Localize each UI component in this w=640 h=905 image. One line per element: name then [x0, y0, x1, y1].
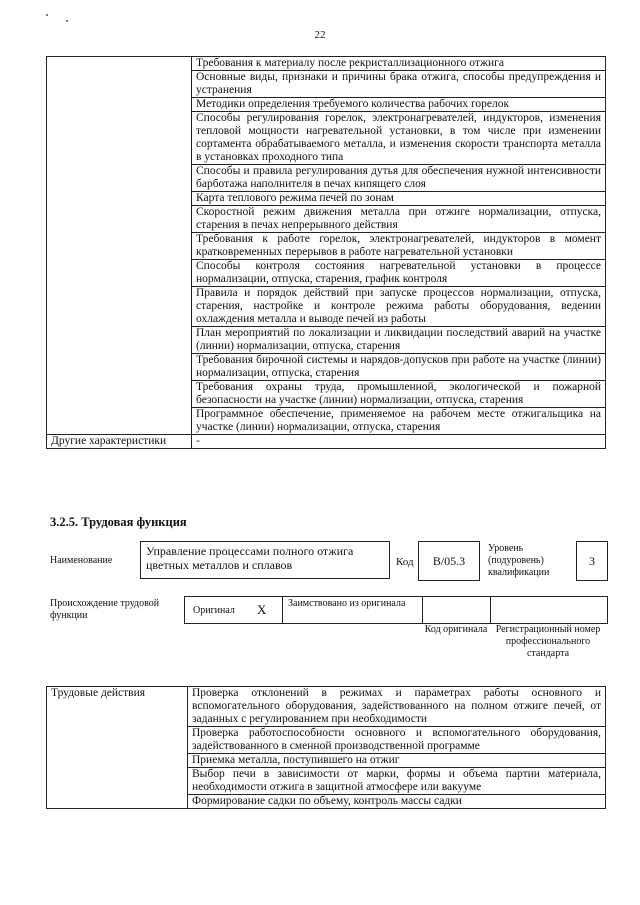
requirement-cell: План мероприятий по локализации и ликвидации последствий аварий на участке (линии) нормализации, отпуска, старения — [192, 327, 606, 354]
level-label: Уровень (подуровень) квалификации — [488, 543, 550, 578]
labor-action-cell: Проверка отклонений в режимах и параметрах работы основного и вспомогательного оборудования, задействованного на полном отжиге печей, от заданных с регулированием при необходимости — [188, 687, 606, 727]
scan-speck — [66, 20, 68, 22]
labor-action-cell: Проверка работоспособности основного и вспомогательного оборудования, задействованного в сменной производственной программе — [188, 727, 606, 754]
requirement-cell: Способы контроля состояния нагревательной установки в процессе нормализации, отпуска, старения, график контроля — [192, 260, 606, 287]
requirements-table — [46, 56, 606, 449]
scan-speck — [46, 14, 48, 16]
labor-actions-label: Трудовые действия — [47, 687, 188, 809]
code-value-box: B/05.3 — [418, 541, 480, 581]
page-number: 22 — [314, 29, 326, 41]
requirement-cell: Правила и порядок действий при запуске процессов нормализации, отпуска, старения, настройке и контроле режима работы оборудования, ведении охлаждения металла и выводе печей из работы — [192, 287, 606, 327]
requirement-cell: Карта теплового режима печей по зонам — [192, 192, 606, 206]
borrowed-label: Заимствовано из оригинала — [288, 598, 406, 609]
table-row — [47, 687, 606, 727]
original-mark: X — [257, 602, 267, 617]
code-label: Код — [396, 556, 414, 568]
other-characteristics-value: - — [192, 435, 606, 449]
section-title: 3.2.5. Трудовая функция — [50, 515, 187, 529]
origin-table — [184, 596, 608, 624]
original-cell — [185, 597, 283, 623]
other-characteristics-label: Другие характеристики — [47, 435, 192, 449]
table-row — [47, 435, 606, 449]
requirement-cell: Методики определения требуемого количества рабочих горелок — [192, 98, 606, 112]
requirement-cell: Требования бирочной системы и нарядов-допусков при работе на участке (линии) нормализации, отпуска, старения — [192, 354, 606, 381]
function-name-box: Управление процессами полного отжига цветных металлов и сплавов — [140, 541, 390, 579]
requirement-cell: Требования охраны труда, промышленной, экологической и пожарной безопасности на участке (линии) нормализации, отпуска, старения — [192, 381, 606, 408]
original-label: Оригинал — [193, 605, 235, 616]
origin-label: Происхождение трудовой функции — [50, 598, 160, 621]
labor-action-cell: Приемка металла, поступившего на отжиг — [188, 754, 606, 768]
origin-code-label: Код оригинала — [424, 624, 488, 635]
name-label: Наименование — [50, 555, 113, 566]
labor-actions-table — [46, 686, 606, 809]
requirement-cell: Требования к работе горелок, электронагревателей, индукторов в момент кратковременных перерывов в работе нагревательной установки — [192, 233, 606, 260]
origin-code-cell — [423, 597, 491, 623]
borrowed-cell — [283, 597, 423, 623]
requirement-cell: Программное обеспечение, применяемое на рабочем месте отжигальщика на участке (линии) нормализации, отпуска, старения — [192, 408, 606, 435]
requirement-cell: Требования к материалу после рекристаллизационного отжига — [192, 57, 606, 71]
level-value-box: 3 — [576, 541, 608, 581]
reg-number-cell — [491, 597, 605, 623]
reg-number-label: Регистрационный номер профессионального стандарта — [495, 624, 601, 659]
requirement-cell: Скоростной режим движения металла при отжиге нормализации, отпуска, старения в печах непрерывного действия — [192, 206, 606, 233]
requirement-cell: Способы и правила регулирования дутья для обеспечения нужной интенсивности барботажа наполнителя в печах кипящего слоя — [192, 165, 606, 192]
labor-action-cell: Выбор печи в зависимости от марки, формы и объема партии материала, необходимости отжига в защитной атмосфере или вакууме — [188, 768, 606, 795]
empty-label-cell — [47, 57, 192, 435]
requirement-cell: Основные виды, признаки и причины брака отжига, способы предупреждения и устранения — [192, 71, 606, 98]
requirement-cell: Способы регулирования горелок, электронагревателей, индукторов, изменения тепловой мощности нагревательной установки, в том числе при изменении сортамента обрабатываемого металла, и изменения скорости транспорта металла в установках проходного типа — [192, 112, 606, 165]
labor-action-cell: Формирование садки по объему, контроль массы садки — [188, 795, 606, 809]
table-row — [47, 57, 606, 71]
